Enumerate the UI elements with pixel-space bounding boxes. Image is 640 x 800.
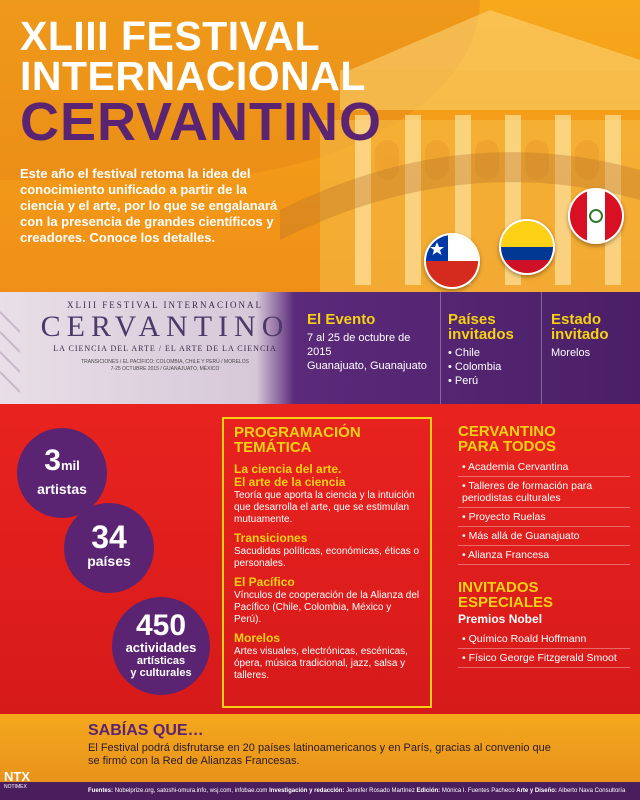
credits-footer (0, 769, 640, 800)
evento-title: El Evento (307, 311, 376, 328)
stat-actividades-circle (112, 597, 210, 695)
logo-themes (30, 359, 300, 373)
arte-label: Arte y Diseño: (516, 788, 557, 794)
cervantino-todos-title-1: CERVANTINO (458, 423, 556, 440)
stat-actividades-label-2: artísticas (136, 655, 186, 667)
stat-actividades-number: 450 (135, 609, 187, 642)
list-item: • Chile (448, 346, 538, 360)
prog-section-title: Morelos (234, 631, 281, 645)
invitados-list (458, 630, 630, 668)
inv-label: Investigación y redacción: (269, 788, 345, 794)
colombia-flag-icon (499, 219, 555, 275)
prog-section-text: Artes visuales, electrónicas, escénicas, ópera, música tradicional, jazz, salsa y talleres. (234, 646, 408, 681)
ed-label: Edición: (416, 788, 441, 794)
evento-column (307, 312, 437, 373)
list-item: • Proyecto Ruelas (458, 508, 630, 527)
stat-paises-number: 34 (91, 519, 127, 555)
intro-text: Este año el festival retoma la idea del conocimiento unificado a partir de la ciencia y el arte, por lo que se engalanará con la presencia de grandes científicos y creadores. Conoce los detalles. (20, 166, 278, 245)
sabias-que-section (0, 714, 640, 782)
prog-section-text: Sacudidas políticas, económicas, éticas o personales. (234, 546, 420, 569)
logo-themes-line: TRANSICIONES / EL PACÍFICO: COLOMBIA, CHILE Y PERÚ / MORELOS (81, 359, 249, 365)
evento-place: Guanajuato, Guanajuato (307, 360, 427, 372)
programacion-title-2: TEMÁTICA (234, 439, 312, 456)
cervantino-todos-list (458, 458, 630, 565)
programacion-title-1: PROGRAMACIÓN (234, 424, 361, 441)
stat-artistas-number: 3 (44, 444, 61, 477)
paises-title-2: invitados (448, 326, 514, 343)
paises-list (448, 346, 538, 388)
list-item: • Más allá de Guanajuato (458, 527, 630, 546)
estado-title-2: invitado (551, 326, 609, 343)
prog-section-text: Vínculos de cooperación de la Alianza del Pacífico (Chile, Colombia, México y Perú). (234, 590, 420, 625)
title-line-2: INTERNACIONAL (20, 53, 366, 99)
stat-artistas-label: artistas (37, 481, 87, 497)
list-item: • Químico Roald Hoffmann (458, 630, 630, 649)
cervantino-todos-title-2: PARA TODOS (458, 438, 557, 455)
list-item: • Alianza Francesa (458, 546, 630, 565)
invitados-title-1: INVITADOS (458, 579, 539, 596)
logo-tagline: LA CIENCIA DEL ARTE / EL ARTE DE LA CIENCIA (53, 344, 277, 353)
invitados-title-2: ESPECIALES (458, 594, 554, 611)
stat-actividades-label-3: y culturales (130, 667, 192, 679)
prog-section-title: El Pacífico (234, 575, 295, 589)
paises-column (448, 312, 538, 388)
fuentes-value: Nobelprize.org, satoshi-omura.info, wsj.com, infobae.com (114, 788, 268, 794)
stat-paises-label: países (87, 553, 131, 569)
arte-value: Alberto Nava Consultoría (558, 788, 626, 794)
list-item: • Físico George Fitzgerald Smoot (458, 649, 630, 668)
prog-section-text: Teoría que aporta la ciencia y la intuición que desarrolla el arte, que se estimulan mutuamente. (234, 490, 415, 525)
prog-section-title: Transiciones (234, 531, 308, 545)
logo-dates-line: 7-25 OCTUBRE 2015 / GUANAJUATO, MÉXICO (110, 366, 220, 372)
prog-section-title: El arte de la ciencia (234, 475, 346, 489)
inv-value: Jennifer Rosado Martínez (346, 788, 415, 794)
credits-text (88, 782, 625, 800)
prog-section-title: La ciencia del arte. (234, 462, 342, 476)
cervantino-todos-section (458, 424, 630, 565)
invitados-subtitle: Premios Nobel (458, 612, 543, 626)
cervantino-logo (30, 300, 300, 395)
sabias-text: El Festival podrá disfrutarse en 20 países latinoamericanos y en París, gracias al convenio que se firmó con la Red de Alianzas Francesas. (88, 742, 551, 767)
ntx-logo: NTX (4, 769, 30, 784)
invitados-section (458, 580, 630, 668)
band-divider (440, 292, 441, 404)
programacion-box (222, 417, 432, 708)
fuentes-label: Fuentes: (88, 788, 114, 794)
list-item: • Talleres de formación para periodistas culturales (458, 477, 630, 508)
list-item: • Academia Cervantina (458, 458, 630, 477)
band-divider (541, 292, 542, 404)
title-line-3: CERVANTINO (20, 92, 383, 152)
estado-column (551, 312, 637, 360)
estado-title-1: Estado (551, 311, 602, 328)
sabias-title: SABÍAS QUE… (88, 722, 204, 739)
ed-value: Mónica I. Fuentes Pacheco (441, 788, 515, 794)
header-banner (0, 0, 640, 292)
band-left-stripes (0, 292, 20, 404)
stat-artistas-suffix: mil (60, 458, 80, 473)
logo-festival-line: XLIII FESTIVAL INTERNACIONAL (67, 300, 263, 310)
stat-paises-circle (64, 503, 154, 593)
chile-flag-icon (424, 233, 480, 289)
peru-flag-icon (568, 188, 624, 244)
estado-value: Morelos (551, 347, 591, 359)
list-item: • Colombia (448, 360, 538, 374)
list-item: • Perú (448, 374, 538, 388)
notimex-logo-sub: NOTIMEX (4, 784, 27, 790)
logo-cervantino-word: CERVANTINO (40, 310, 290, 343)
evento-dates: 7 al 25 de octubre de 2015 (307, 332, 411, 358)
stat-actividades-label-1: actividades (125, 640, 197, 655)
title-line-1: XLIII FESTIVAL (20, 13, 321, 59)
paises-title-1: Países (448, 311, 496, 328)
